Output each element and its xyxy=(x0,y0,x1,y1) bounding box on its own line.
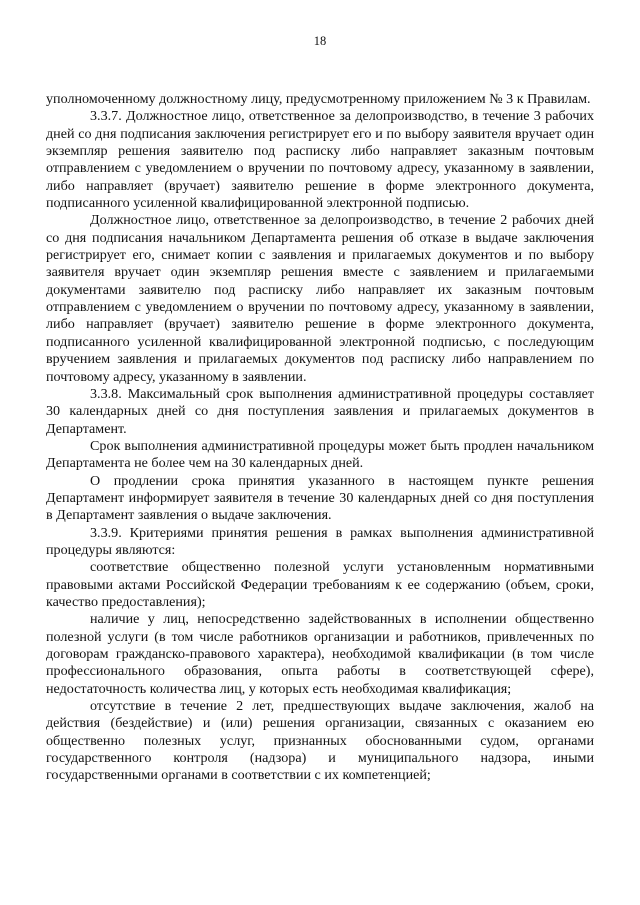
paragraph-refusal-registration: Должностное лицо, ответственное за делопроизводство, в течение 2 рабочих дней со дня подписания начальником Департамента решения об отказе в выдаче заключения регистрирует его, снимает копии с заявления и прилагаемых документов и по выбору заявителя вручает один экземпляр решения вместе с заявлением и прилагаемыми документами заявителю под расписку либо направляет их заказным почтовым отправлением с уведомлением о вручении по почтовому адресу, указанному в заявлении, либо направляет (вручает) заявителю решение в форме электронного документа, подписанного усиленной квалифицированной электронной подписью, с последующим вручением заявления и прилагаемых документов под расписку либо направлением по почтовому адресу, указанному в заявлении. xyxy=(46,212,594,385)
criterion-qualification: наличие у лиц, непосредственно задействованных в исполнении общественно полезной услуги (в том числе работников организации и работников, привлеченных по договорам гражданско-правового характера), необходимой квалификации (в том числе профессионального образования, опыта работы в соответствующей сфере), недостаточность количества лиц, у которых есть необходимая квалификация; xyxy=(46,611,594,697)
paragraph-extension-notice: О продлении срока принятия указанного в настоящем пункте решения Департамент информирует заявителя в течение 30 календарных дней со дня поступления в Департамент заявления о выдаче заключения. xyxy=(46,472,594,524)
document-body xyxy=(46,91,594,785)
paragraph-term-extension: Срок выполнения административной процедуры может быть продлен начальником Департамента не более чем на 30 календарных дней. xyxy=(46,437,594,472)
criterion-compliance: соответствие общественно полезной услуги установленным нормативными правовыми актами Российской Федерации требованиям к ее содержанию (объем, сроки, качество предоставления); xyxy=(46,559,594,610)
paragraph-continuation: уполномоченному должностному лицу, предусмотренному приложением № 3 к Правилам. xyxy=(46,91,591,107)
criterion-no-complaints: отсутствие в течение 2 лет, предшествующих выдаче заключения, жалоб на действия (бездействие) и (или) решения организации, связанных с оказанием ею общественно полезных услуг, признанных обоснованными судом, органами государственного контроля (надзора) и муниципального надзора, иными государственными органами в соответствии с их компетенцией; xyxy=(46,698,594,784)
paragraph-3-3-7: 3.3.7. Должностное лицо, ответственное за делопроизводство, в течение 3 рабочих дней со дня подписания заключения регистрирует его и по выбору заявителя вручает один экземпляр решения заявителю под расписку либо направляет заказным почтовым отправлением с уведомлением о вручении по почтовому адресу, указанному в заявлении, либо направляет (вручает) заявителю решение в форме электронного документа, подписанного усиленной квалифицированной электронной подписью. xyxy=(46,108,594,212)
paragraph-3-3-8: 3.3.8. Максимальный срок выполнения административной процедуры составляет 30 календарных дней со дня поступления заявления и прилагаемых документов в Департамент. xyxy=(46,385,594,437)
paragraph-3-3-9: 3.3.9. Критериями принятия решения в рамках выполнения административной процедуры являются: xyxy=(46,524,594,558)
page-number: 18 xyxy=(313,34,327,48)
